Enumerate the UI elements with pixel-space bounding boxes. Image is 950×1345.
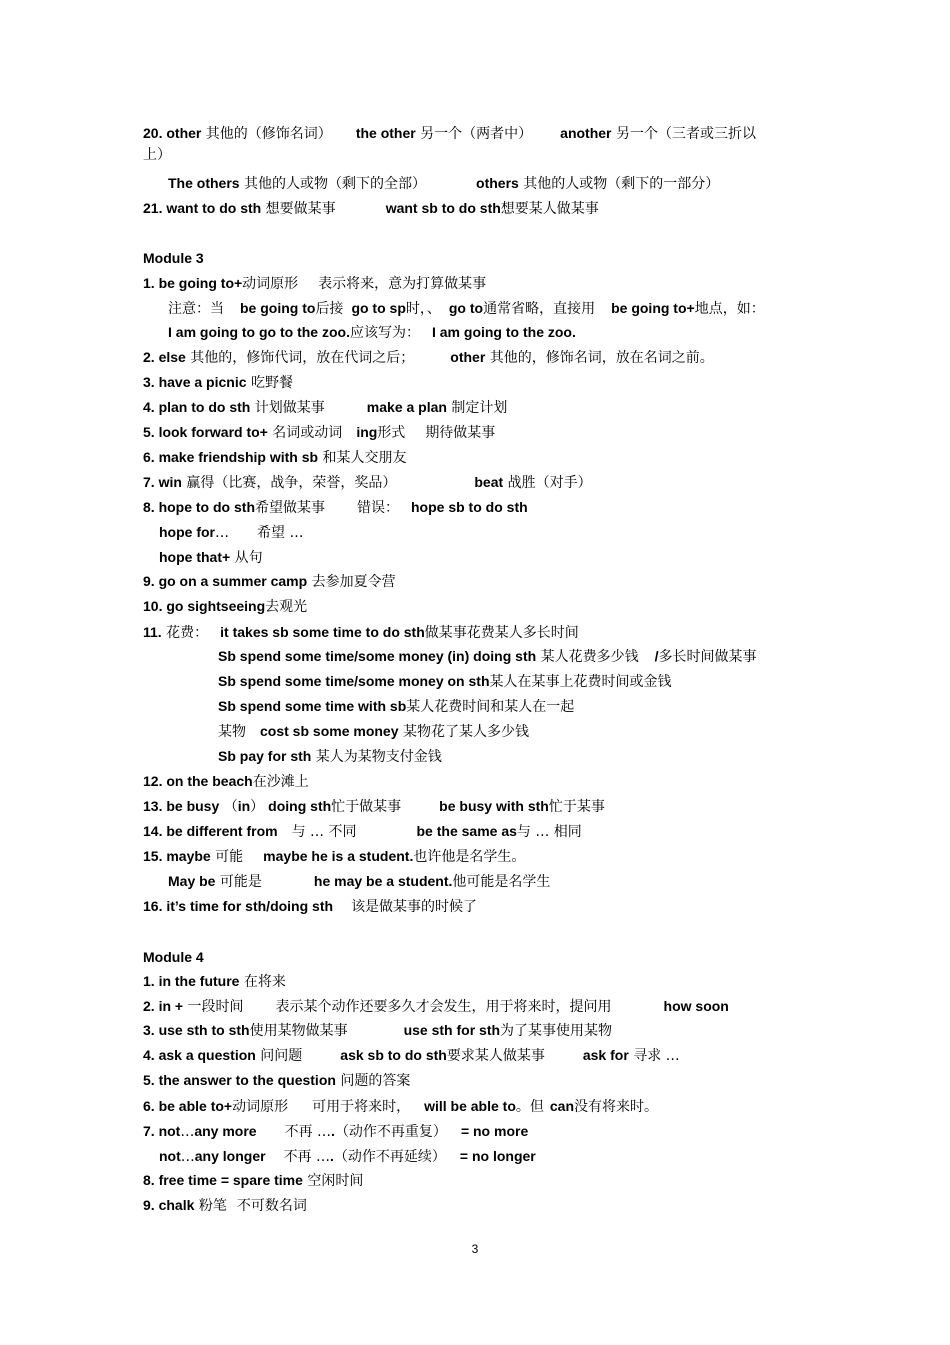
gloss-text: ） bbox=[250, 799, 265, 815]
term-text: 15. maybe bbox=[143, 848, 211, 864]
term-text: hope sb to do sth bbox=[411, 499, 528, 515]
text-line bbox=[143, 1021, 612, 1040]
text-line bbox=[143, 572, 396, 591]
term-text: it takes sb some time to do sth bbox=[220, 624, 425, 640]
gloss-text: 。但 bbox=[515, 1099, 544, 1115]
term-text: be going to+ bbox=[611, 300, 695, 316]
gloss-text: 不可数名词 bbox=[236, 1198, 307, 1214]
gloss-text: 空闲时间 bbox=[302, 1173, 364, 1189]
gloss-text: 使用某物做某事 bbox=[249, 1023, 348, 1039]
term-text: hope that+ bbox=[159, 549, 231, 565]
gloss-text: 其他的（修饰名词） bbox=[201, 126, 332, 142]
text-line bbox=[168, 299, 765, 318]
text-line bbox=[143, 972, 286, 991]
term-text: another bbox=[560, 125, 612, 141]
gloss-text: 表示某个动作还要多久才会发生，用于将来时，提问用 bbox=[275, 999, 612, 1015]
gloss-text: 去参加夏令营 bbox=[307, 574, 396, 590]
term-text: Sb spend some time/some money (in) doing sth bbox=[218, 648, 537, 664]
term-text: 5. the answer to the question bbox=[143, 1072, 336, 1088]
term-text: 7. not bbox=[143, 1123, 181, 1139]
gloss-text: 希望做某事 bbox=[255, 500, 325, 516]
gloss-text: 可能 bbox=[210, 849, 244, 865]
text-line bbox=[218, 722, 529, 741]
gloss-text: 表示将来，意为打算做某事 bbox=[318, 276, 487, 292]
text-line bbox=[168, 174, 719, 193]
gloss-text: 做某事花费某人多长时间 bbox=[424, 625, 579, 641]
gloss-text: 多长时间做某事 bbox=[658, 649, 757, 665]
gloss-text: 粉笔 bbox=[194, 1198, 227, 1214]
gloss-text: 与 … 不同 bbox=[291, 824, 357, 840]
text-line bbox=[159, 523, 303, 542]
gloss-text: 在将来 bbox=[239, 974, 286, 990]
term-text: want sb to do sth bbox=[385, 200, 501, 216]
term-text: any longer bbox=[194, 1148, 266, 1164]
term-text: 2. in + bbox=[143, 998, 184, 1014]
gloss-text: 其他的人或物（剩下的一部分） bbox=[518, 176, 720, 192]
term-text: Sb spend some time/some money on sth bbox=[218, 673, 490, 689]
term-text: 20. other bbox=[143, 125, 202, 141]
term-text: / bbox=[654, 648, 659, 664]
term-text: beat bbox=[474, 474, 504, 490]
gloss-text: 计划做某事 bbox=[250, 400, 325, 416]
term-text: ask for bbox=[582, 1047, 629, 1063]
term-text: doing sth bbox=[268, 798, 332, 814]
gloss-text: 其他的，修饰代词，放在代词之后； bbox=[185, 350, 415, 366]
gloss-text: 想要某人做某事 bbox=[500, 201, 599, 217]
text-line bbox=[218, 672, 672, 691]
text-line bbox=[143, 1196, 307, 1215]
term-text: 10. go sightseeing bbox=[143, 598, 266, 614]
term-text: any more bbox=[194, 1123, 257, 1139]
term-text: Module 4 bbox=[143, 949, 204, 965]
term-text: 21. want to do sth bbox=[143, 200, 262, 216]
text-line bbox=[143, 997, 729, 1016]
term-text: 8. hope to do sth bbox=[143, 499, 255, 515]
text-line bbox=[143, 473, 592, 492]
term-text: 1. be going to+ bbox=[143, 275, 243, 291]
gloss-text: 该是做某事的时候了 bbox=[351, 899, 478, 915]
text-line bbox=[143, 1071, 410, 1090]
term-text: I am going to the zoo. bbox=[431, 324, 576, 340]
text-line bbox=[143, 948, 204, 967]
term-text: Module 3 bbox=[143, 250, 204, 266]
term-text: = no more bbox=[460, 1123, 529, 1139]
term-text: maybe he is a student. bbox=[263, 848, 414, 864]
gloss-text: 要求某人做某事 bbox=[446, 1048, 545, 1064]
gloss-text: 某人为某物支付金钱 bbox=[311, 749, 442, 765]
term-text: 3. have a picnic bbox=[143, 374, 247, 390]
text-line bbox=[143, 373, 293, 392]
text-line bbox=[143, 847, 525, 866]
term-text: 8. free time = spare time bbox=[143, 1172, 303, 1188]
gloss-text: 他可能是名学生 bbox=[452, 874, 551, 890]
term-text: 9. go on a summer camp bbox=[143, 573, 308, 589]
gloss-text: 时，、 bbox=[405, 301, 441, 317]
term-text: 4. plan to do sth bbox=[143, 399, 251, 415]
term-text: 9. chalk bbox=[143, 1197, 195, 1213]
term-text: he may be a student. bbox=[313, 873, 453, 889]
term-text: . bbox=[331, 1123, 335, 1139]
term-text: 3. use sth to sth bbox=[143, 1022, 250, 1038]
text-line bbox=[143, 897, 477, 916]
term-text: 11. bbox=[143, 624, 162, 640]
gloss-text: … bbox=[180, 1149, 195, 1165]
gloss-text: 上） bbox=[143, 147, 171, 163]
text-line bbox=[143, 498, 528, 517]
text-line bbox=[143, 797, 605, 816]
gloss-text: 寻求 … bbox=[628, 1048, 680, 1064]
term-text: go to bbox=[448, 300, 484, 316]
gloss-text: 忙于做某事 bbox=[331, 799, 402, 815]
text-line bbox=[143, 348, 714, 367]
text-line bbox=[143, 146, 171, 164]
term-text: make a plan bbox=[366, 399, 447, 415]
gloss-text: 另一个（三者或三折以 bbox=[611, 126, 756, 142]
gloss-text: 其他的，修饰名词，放在名词之前。 bbox=[485, 350, 714, 366]
term-text: 5. look forward to+ bbox=[143, 424, 268, 440]
term-text: . bbox=[330, 1148, 334, 1164]
term-text: how soon bbox=[663, 998, 729, 1014]
term-text: ask sb to do sth bbox=[340, 1047, 447, 1063]
text-line bbox=[143, 398, 507, 417]
text-line bbox=[143, 1122, 528, 1141]
term-text: 6. make friendship with sb bbox=[143, 449, 319, 465]
page-number: 3 bbox=[471, 1242, 479, 1256]
term-text: 2. else bbox=[143, 349, 186, 365]
text-line bbox=[143, 448, 407, 467]
term-text: the other bbox=[355, 125, 416, 141]
term-text: use sth for sth bbox=[403, 1022, 501, 1038]
gloss-text: 动词原形 bbox=[242, 276, 299, 292]
text-line bbox=[159, 548, 263, 567]
text-line bbox=[143, 1097, 658, 1116]
term-text: cost sb some money bbox=[260, 723, 399, 739]
term-text: Sb spend some time with sb bbox=[218, 698, 407, 714]
text-line bbox=[218, 697, 574, 716]
text-line bbox=[143, 623, 579, 642]
gloss-text: 某人花费时间和某人在一起 bbox=[406, 699, 575, 715]
gloss-text: 问问题 bbox=[255, 1048, 303, 1064]
gloss-text: 问题的答案 bbox=[335, 1073, 411, 1089]
gloss-text: 不再 … bbox=[284, 1124, 332, 1140]
text-line bbox=[143, 249, 204, 268]
term-text: others bbox=[476, 175, 519, 191]
gloss-text: 另一个（两者中） bbox=[415, 126, 533, 142]
gloss-text: 通常省略，直接用 bbox=[483, 301, 596, 317]
gloss-text: 名词或动词 bbox=[267, 425, 343, 441]
term-text: not bbox=[159, 1148, 181, 1164]
term-text: hope for bbox=[159, 524, 215, 540]
term-text: be busy with sth bbox=[439, 798, 549, 814]
text-line bbox=[143, 274, 486, 293]
text-line bbox=[218, 747, 442, 766]
term-text: 1. in the future bbox=[143, 973, 240, 989]
gloss-text: 为了某事使用某物 bbox=[500, 1023, 613, 1039]
text-line bbox=[159, 1147, 536, 1166]
gloss-text: 在沙滩上 bbox=[252, 774, 309, 790]
gloss-text: 期待做某事 bbox=[425, 425, 496, 441]
gloss-text: 不再 … bbox=[283, 1149, 331, 1165]
gloss-text: 应该写为： bbox=[349, 325, 420, 341]
text-line bbox=[143, 597, 307, 616]
gloss-text: 和某人交朋友 bbox=[318, 450, 407, 466]
gloss-text: 某物 bbox=[218, 724, 246, 740]
gloss-text: 后接 bbox=[315, 301, 344, 317]
gloss-text: 某人在某事上花费时间或金钱 bbox=[489, 674, 672, 690]
term-text: 16. it’s time for sth/doing sth bbox=[143, 898, 334, 914]
gloss-text: 可能是 bbox=[215, 874, 262, 890]
term-text: will be able to bbox=[424, 1098, 516, 1114]
term-text: go to sp bbox=[351, 300, 406, 316]
gloss-text: 某人花费多少钱 bbox=[536, 649, 639, 665]
term-text: Sb pay for sth bbox=[218, 748, 312, 764]
gloss-text: 吃野餐 bbox=[246, 375, 293, 391]
term-text: be going to bbox=[240, 300, 316, 316]
gloss-text: 注意：当 bbox=[168, 301, 224, 317]
gloss-text: 没有将来时。 bbox=[574, 1099, 659, 1115]
gloss-text: 从句 bbox=[230, 550, 263, 566]
gloss-text: 忙于某事 bbox=[548, 799, 605, 815]
term-text: 7. win bbox=[143, 474, 182, 490]
gloss-text: 想要做某事 bbox=[261, 201, 336, 217]
gloss-text: 战胜（对手） bbox=[503, 475, 592, 491]
term-text: 12. on the beach bbox=[143, 773, 253, 789]
term-text: I am going to go to the zoo. bbox=[168, 324, 350, 340]
text-line bbox=[168, 323, 576, 342]
gloss-text: 地点，如： bbox=[694, 301, 765, 317]
term-text: May be bbox=[168, 873, 216, 889]
gloss-text: （ bbox=[219, 799, 238, 815]
gloss-text: 花费： bbox=[161, 625, 209, 641]
gloss-text: 与 … 相同 bbox=[516, 824, 582, 840]
gloss-text: 制定计划 bbox=[446, 400, 508, 416]
term-text: 4. ask a question bbox=[143, 1047, 256, 1063]
text-line bbox=[143, 124, 756, 143]
gloss-text: 赢得（比赛，战争，荣誉，奖品） bbox=[181, 475, 397, 491]
term-text: 13. be busy bbox=[143, 798, 220, 814]
term-text: be the same as bbox=[416, 823, 517, 839]
text-line bbox=[168, 872, 550, 891]
term-text: can bbox=[549, 1098, 575, 1114]
term-text: other bbox=[450, 349, 486, 365]
text-line bbox=[143, 423, 495, 442]
gloss-text: 某物花了某人多少钱 bbox=[398, 724, 529, 740]
gloss-text: … bbox=[180, 1124, 195, 1140]
gloss-text: 形式 bbox=[377, 425, 406, 441]
gloss-text: 可用于将来时， bbox=[312, 1099, 411, 1115]
gloss-text: … bbox=[215, 525, 229, 541]
gloss-text: 一段时间 bbox=[183, 999, 244, 1015]
term-text: The others bbox=[168, 175, 240, 191]
text-line bbox=[143, 822, 582, 841]
gloss-text: 其他的人或物（剩下的全部） bbox=[239, 176, 427, 192]
text-line bbox=[143, 772, 309, 791]
gloss-text: （动作不再延续） bbox=[333, 1149, 446, 1165]
gloss-text: 也许他是名学生。 bbox=[413, 849, 526, 865]
gloss-text: 去观光 bbox=[265, 599, 308, 615]
text-line bbox=[143, 1171, 363, 1190]
term-text: in bbox=[237, 798, 251, 814]
gloss-text: 错误： bbox=[357, 500, 399, 516]
gloss-text: 动词原形 bbox=[232, 1099, 289, 1115]
term-text: 14. be different from bbox=[143, 823, 278, 839]
text-line bbox=[143, 1046, 680, 1065]
term-text: = no longer bbox=[459, 1148, 536, 1164]
text-line bbox=[218, 647, 757, 666]
term-text: ing bbox=[356, 424, 378, 440]
term-text: 6. be able to+ bbox=[143, 1098, 233, 1114]
gloss-text: （动作不再重复） bbox=[334, 1124, 447, 1140]
text-line bbox=[143, 199, 599, 218]
gloss-text: 希望 … bbox=[257, 525, 304, 541]
